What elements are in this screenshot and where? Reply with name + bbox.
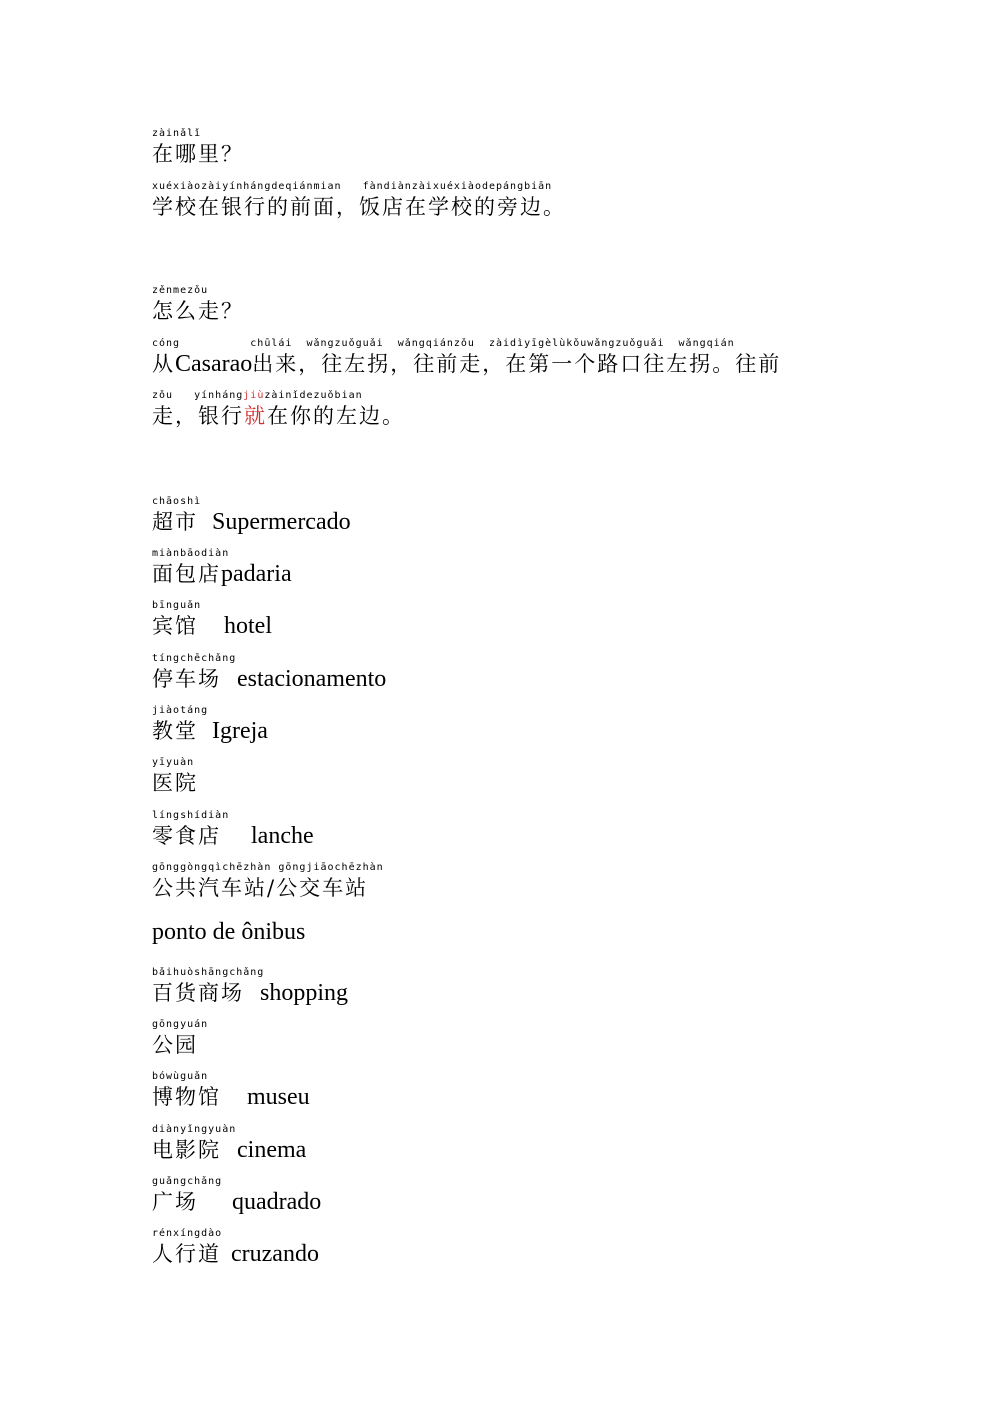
portuguese: ponto de ônibus <box>152 919 306 945</box>
sentence <box>152 350 781 378</box>
vocab-item <box>152 1228 319 1268</box>
hanzi: 公共汽车站/公交车站 <box>152 876 369 900</box>
portuguese: hotel <box>224 613 272 639</box>
heading: 怎么走？ <box>152 299 244 323</box>
pinyin-part: zǒu yínháng <box>152 390 244 401</box>
hanzi: 零食店 <box>152 824 221 848</box>
portuguese: quadrado <box>232 1189 322 1215</box>
sentence: 学校在银行的前面，饭店在学校的旁边。 <box>152 195 566 219</box>
portuguese: cinema <box>237 1137 307 1163</box>
vocab-line <box>152 560 292 588</box>
section-where-title <box>152 128 244 168</box>
hanzi: 医院 <box>152 771 198 795</box>
vocab-line <box>152 918 305 946</box>
portuguese: shopping <box>260 980 349 1006</box>
text: 走，银行 <box>152 404 244 428</box>
hanzi: 面包店 <box>152 562 221 586</box>
portuguese: estacionamento <box>237 666 387 692</box>
hanzi: 超市 <box>152 510 198 534</box>
portuguese: Supermercado <box>212 509 351 535</box>
highlight-word: 就 <box>244 404 267 428</box>
portuguese: Igreja <box>212 718 268 744</box>
pinyin: jiàotáng <box>152 705 209 716</box>
hanzi: 广场 <box>152 1190 198 1214</box>
hanzi: 教堂 <box>152 719 198 743</box>
hanzi: 宾馆 <box>152 614 198 638</box>
hanzi: 人行道 <box>152 1242 221 1266</box>
pinyin: tíngchēchǎng <box>152 653 237 664</box>
vocab-item <box>152 600 272 640</box>
vocab-line <box>152 822 314 850</box>
vocab-line <box>152 769 198 797</box>
vocab-item <box>152 862 384 902</box>
pinyin: língshídiàn <box>152 810 230 821</box>
hanzi: 百货商场 <box>152 981 244 1005</box>
portuguese: cruzando <box>231 1241 319 1267</box>
vocab-item <box>152 1019 208 1059</box>
hanzi: 博物馆 <box>152 1085 221 1109</box>
hanzi: 电影院 <box>152 1138 221 1162</box>
text: 出来，往左拐，往前走，在第一个路口往左拐。往前 <box>252 352 782 376</box>
section-where-sentence <box>152 181 566 221</box>
portuguese: lanche <box>251 823 314 849</box>
place-name: Casarao <box>175 351 253 377</box>
vocab-line <box>152 1083 310 1111</box>
vocab-item <box>152 705 268 745</box>
pinyin: zěnmezǒu <box>152 285 209 296</box>
vocab-item <box>152 1176 321 1216</box>
pinyin: rénxíngdào <box>152 1228 223 1239</box>
portuguese: museu <box>247 1084 310 1110</box>
vocab-line <box>152 508 351 536</box>
pinyin: bówùguǎn <box>152 1071 209 1082</box>
vocab-line <box>152 1031 208 1059</box>
vocab-item <box>152 653 386 693</box>
pinyin: guǎngchǎng <box>152 1176 223 1187</box>
pinyin: gōngyuán <box>152 1019 209 1030</box>
vocab-line <box>152 612 272 640</box>
vocab-item <box>152 967 348 1007</box>
pinyin: xuéxiàozàiyínhángdeqiánmian fàndiànzàixuéxiàodepángbiān <box>152 181 553 192</box>
pinyin: chāoshì <box>152 496 202 507</box>
pinyin: diànyǐngyuàn <box>152 1124 237 1135</box>
hanzi: 公园 <box>152 1033 198 1057</box>
vocab-item <box>152 496 351 536</box>
vocab-item <box>152 810 314 850</box>
text: 在你的左边。 <box>267 404 405 428</box>
text: 从 <box>152 352 175 376</box>
section-how-line1 <box>152 338 781 378</box>
pinyin: yīyuàn <box>152 757 195 768</box>
section-how-line2 <box>152 390 405 430</box>
portuguese: padaria <box>221 561 292 587</box>
pinyin-part: zàinǐdezuǒbian <box>264 390 363 401</box>
section-how-title <box>152 285 244 325</box>
pinyin: zàinǎlǐ <box>152 128 202 139</box>
pinyin: gōnggòngqìchēzhàn gōngjiāochēzhàn <box>152 862 384 873</box>
vocab-item <box>152 1071 310 1111</box>
pinyin: bīnguǎn <box>152 600 202 611</box>
sentence <box>152 402 405 430</box>
vocab-line <box>152 1136 306 1164</box>
pinyin-highlight: jiù <box>243 390 265 401</box>
vocab-item <box>152 918 305 946</box>
vocab-line <box>152 717 268 745</box>
vocab-line <box>152 665 386 693</box>
vocab-item <box>152 1124 306 1164</box>
vocab-item <box>152 548 292 588</box>
vocab-line <box>152 979 348 1007</box>
pinyin <box>152 390 405 402</box>
vocab-line <box>152 874 384 902</box>
pinyin: miànbāodiàn <box>152 548 230 559</box>
hanzi: 停车场 <box>152 667 221 691</box>
pinyin: bǎihuòshāngchǎng <box>152 967 265 978</box>
vocab-item <box>152 757 198 797</box>
pinyin: cóng chūlái wǎngzuǒguǎi wǎngqiánzǒu zàidìyīgèlùkǒuwǎngzuǒguǎi wǎngqián <box>152 338 735 349</box>
vocab-line <box>152 1188 321 1216</box>
vocab-line <box>152 1240 319 1268</box>
heading: 在哪里？ <box>152 142 244 166</box>
